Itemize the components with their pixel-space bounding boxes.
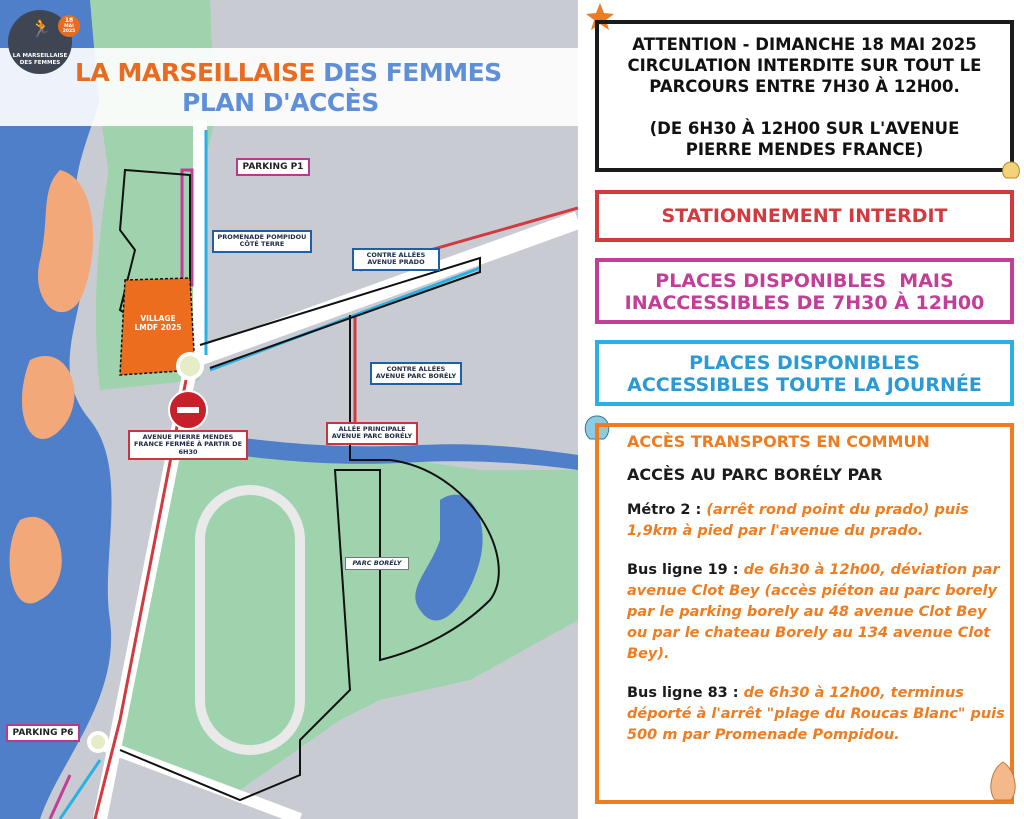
no-entry-icon [168, 390, 208, 430]
seashell-icon [985, 760, 1021, 804]
transports-section [595, 423, 1014, 804]
roundabout [178, 354, 202, 378]
title-part2: DES FEMMES [323, 58, 502, 87]
date-badge: 18 MAI 2025 [58, 15, 80, 37]
shell-icon [1000, 160, 1022, 180]
transports-title: ACCÈS TRANSPORTS EN COMMUN [627, 432, 930, 451]
attention-notice: ATTENTION - DIMANCHE 18 MAI 2025 CIRCULATION INTERDITE SUR TOUT LE PARCOURS ENTRE 7H30 À 12H00. (DE 6H30 À 12H00 SUR L'AVENUE PIERRE MENDES FRANCE) [595, 20, 1014, 172]
page-subtitle: PLAN D'ACCÈS [182, 88, 379, 117]
roundabout [89, 733, 107, 751]
label-parking-p6: PARKING P6 [6, 724, 80, 742]
label-allee-principale: ALLÉE PRINCIPALE AVENUE PARC BORÉLY [326, 422, 418, 445]
label-contre-borely: CONTRE ALLÉES AVENUE PARC BORÉLY [370, 362, 462, 385]
logo-text: LA MARSEILLAISE DES FEMMES [12, 53, 68, 66]
accessible-road [60, 760, 100, 819]
transport-bus-19: Bus ligne 19 : de 6h30 à 12h00, déviation par avenue Clot Bey (accès piéton au parc borely par le parking borely au 48 avenue Clot Bey ou par le chateau Borely au 134 avenue Clot Bey). [627, 562, 1000, 662]
transport-metro: Métro 2 : (arrêt rond point du prado) puis 1,9km à pied par l'avenue du prado. [627, 502, 969, 539]
legend-places-accessibles: PLACES DISPONIBLES ACCESSIBLES TOUTE LA JOURNÉE [595, 340, 1014, 406]
label-parking-p1: PARKING P1 [236, 158, 310, 176]
label-parc-borely: PARC BORÉLY [345, 557, 409, 570]
legend-stationnement-interdit: STATIONNEMENT INTERDIT [595, 190, 1014, 242]
label-avenue-pmf: AVENUE PIERRE MENDES FRANCE FERMÉE À PARTIR DE 6H30 [128, 430, 248, 460]
label-village: VILLAGE LMDF 2025 [134, 314, 182, 332]
transport-bus-83: Bus ligne 83 : de 6h30 à 12h00, terminus déporté à l'arrêt "plage du Roucas Blanc" puis 500 m par Promenade Pompidou. [627, 685, 1005, 743]
page-title [75, 58, 502, 87]
legend-places-inaccessibles: PLACES DISPONIBLES MAIS INACCESSIBLES DE 7H30 À 12H00 [595, 258, 1014, 324]
label-contre-prado: CONTRE ALLÉES AVENUE PRADO [352, 248, 440, 271]
title-part1: LA MARSEILLAISE [75, 58, 315, 87]
runner-icon: 🏃 [30, 18, 53, 39]
transports-parc: ACCÈS AU PARC BORÉLY PAR [627, 465, 883, 484]
park-borely [120, 440, 578, 790]
label-promenade: PROMENADE POMPIDOU CÔTÉ TERRE [212, 230, 312, 253]
